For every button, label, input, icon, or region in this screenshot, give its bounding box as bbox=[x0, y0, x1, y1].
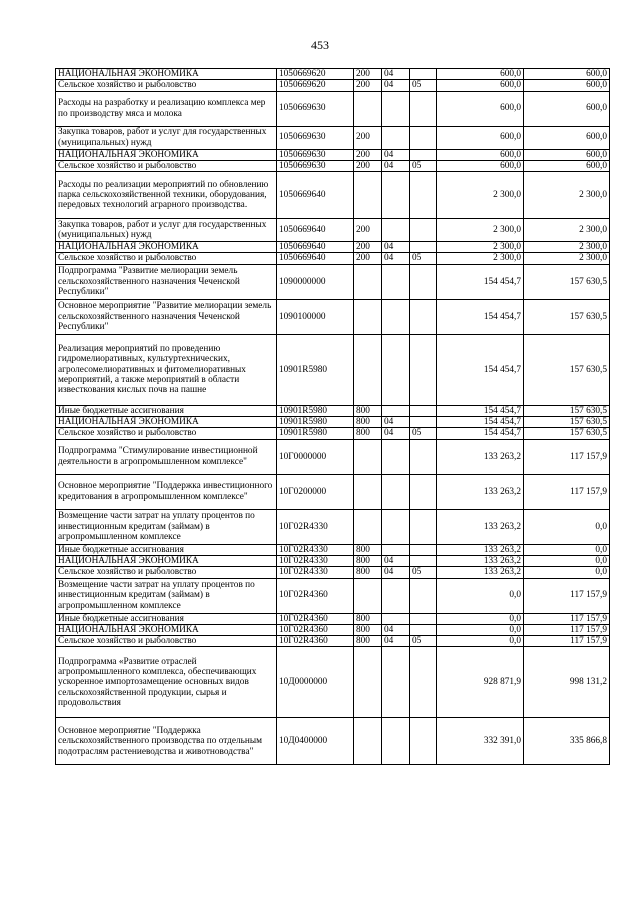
amount-year-2: 2 300,0 bbox=[524, 172, 610, 219]
row-name: Подпрограмма «Развитие отраслей агропромышленного комплекса, обеспечивающих ускоренное импортозамещение основных видов сельскохозяйственной продукции, сырья и продовольствия bbox=[56, 647, 277, 718]
amount-year-2: 2 300,0 bbox=[524, 242, 610, 253]
amount-year-1: 0,0 bbox=[437, 578, 524, 613]
amount-year-1: 2 300,0 bbox=[437, 172, 524, 219]
target-article-code: 1050669630 bbox=[277, 160, 354, 171]
amount-year-1: 2 300,0 bbox=[437, 242, 524, 253]
subsection-code bbox=[410, 242, 437, 253]
row-name: Иные бюджетные ассигнования bbox=[56, 405, 277, 416]
expense-type-code: 200 bbox=[354, 242, 382, 253]
subsection-code bbox=[410, 474, 437, 509]
row-name: Сельское хозяйство и рыболовство bbox=[56, 253, 277, 264]
subsection-code bbox=[410, 91, 437, 126]
expense-type-code bbox=[354, 718, 382, 765]
subsection-code bbox=[410, 299, 437, 334]
subsection-code bbox=[410, 334, 437, 405]
section-code bbox=[382, 264, 410, 299]
amount-year-1: 154 454,7 bbox=[437, 428, 524, 439]
row-name: Возмещение части затрат на уплату процентов по инвестиционным кредитам (займам) в агропромышленном комплексе bbox=[56, 578, 277, 613]
target-article-code: 10Г02R4330 bbox=[277, 567, 354, 578]
subsection-code bbox=[410, 578, 437, 613]
amount-year-2: 0,0 bbox=[524, 555, 610, 566]
target-article-code: 10Г02R4360 bbox=[277, 624, 354, 635]
amount-year-1: 154 454,7 bbox=[437, 299, 524, 334]
amount-year-2: 600,0 bbox=[524, 149, 610, 160]
section-code: 04 bbox=[382, 253, 410, 264]
amount-year-1: 332 391,0 bbox=[437, 718, 524, 765]
subsection-code bbox=[410, 219, 437, 242]
amount-year-2: 0,0 bbox=[524, 567, 610, 578]
target-article-code: 10Г02R4360 bbox=[277, 636, 354, 647]
section-code: 04 bbox=[382, 69, 410, 80]
section-code: 04 bbox=[382, 149, 410, 160]
section-code: 04 bbox=[382, 417, 410, 428]
amount-year-1: 928 871,9 bbox=[437, 647, 524, 718]
subsection-code bbox=[410, 544, 437, 555]
table-row bbox=[56, 253, 610, 264]
amount-year-2: 117 157,9 bbox=[524, 636, 610, 647]
amount-year-2: 157 630,5 bbox=[524, 334, 610, 405]
amount-year-1: 2 300,0 bbox=[437, 253, 524, 264]
table-row bbox=[56, 567, 610, 578]
section-code bbox=[382, 544, 410, 555]
subsection-code bbox=[410, 264, 437, 299]
target-article-code: 10Г02R4360 bbox=[277, 578, 354, 613]
table-row bbox=[56, 613, 610, 624]
section-code bbox=[382, 613, 410, 624]
subsection-code bbox=[410, 555, 437, 566]
section-code: 04 bbox=[382, 624, 410, 635]
subsection-code bbox=[410, 126, 437, 149]
table-row bbox=[56, 149, 610, 160]
expense-type-code bbox=[354, 264, 382, 299]
section-code bbox=[382, 91, 410, 126]
row-name: Подпрограмма "Развитие мелиорации земель сельскохозяйственного назначения Чеченской Республики" bbox=[56, 264, 277, 299]
subsection-code bbox=[410, 149, 437, 160]
table-row bbox=[56, 636, 610, 647]
table-row bbox=[56, 647, 610, 718]
table-row bbox=[56, 80, 610, 91]
amount-year-2: 157 630,5 bbox=[524, 264, 610, 299]
section-code: 04 bbox=[382, 428, 410, 439]
subsection-code bbox=[410, 172, 437, 219]
amount-year-1: 133 263,2 bbox=[437, 555, 524, 566]
row-name: НАЦИОНАЛЬНАЯ ЭКОНОМИКА bbox=[56, 555, 277, 566]
table-row bbox=[56, 544, 610, 555]
row-name: НАЦИОНАЛЬНАЯ ЭКОНОМИКА bbox=[56, 149, 277, 160]
amount-year-1: 133 263,2 bbox=[437, 544, 524, 555]
subsection-code bbox=[410, 405, 437, 416]
amount-year-1: 2 300,0 bbox=[437, 219, 524, 242]
row-name: Подпрограмма "Стимулирование инвестиционной деятельности в агропромышленном комплексе" bbox=[56, 439, 277, 474]
section-code bbox=[382, 578, 410, 613]
amount-year-2: 117 157,9 bbox=[524, 624, 610, 635]
amount-year-1: 154 454,7 bbox=[437, 334, 524, 405]
target-article-code: 1090100000 bbox=[277, 299, 354, 334]
target-article-code: 1050669620 bbox=[277, 80, 354, 91]
amount-year-2: 600,0 bbox=[524, 69, 610, 80]
expense-type-code bbox=[354, 299, 382, 334]
table-row bbox=[56, 718, 610, 765]
table-row bbox=[56, 578, 610, 613]
target-article-code: 1050669620 bbox=[277, 69, 354, 80]
expense-type-code: 800 bbox=[354, 544, 382, 555]
row-name: НАЦИОНАЛЬНАЯ ЭКОНОМИКА bbox=[56, 624, 277, 635]
table-row bbox=[56, 555, 610, 566]
expense-type-code: 800 bbox=[354, 636, 382, 647]
subsection-code: 05 bbox=[410, 160, 437, 171]
row-name: Основное мероприятие "Поддержка инвестиционного кредитования в агропромышленном комплексе" bbox=[56, 474, 277, 509]
amount-year-1: 600,0 bbox=[437, 126, 524, 149]
table-row bbox=[56, 160, 610, 171]
amount-year-2: 2 300,0 bbox=[524, 253, 610, 264]
amount-year-2: 0,0 bbox=[524, 544, 610, 555]
row-name: Основное мероприятие "Развитие мелиорации земель сельскохозяйственного назначения Чеченской Республики" bbox=[56, 299, 277, 334]
target-article-code: 1050669640 bbox=[277, 242, 354, 253]
target-article-code: 10901R5980 bbox=[277, 334, 354, 405]
target-article-code: 1050669640 bbox=[277, 172, 354, 219]
row-name: Расходы по реализации мероприятий по обновлению парка сельскохозяйственной техники, оборудования, передовых технологий аграрного производства. bbox=[56, 172, 277, 219]
section-code bbox=[382, 474, 410, 509]
row-name: НАЦИОНАЛЬНАЯ ЭКОНОМИКА bbox=[56, 69, 277, 80]
table-row bbox=[56, 405, 610, 416]
section-code bbox=[382, 405, 410, 416]
table-row bbox=[56, 474, 610, 509]
target-article-code: 10Д0400000 bbox=[277, 718, 354, 765]
amount-year-2: 117 157,9 bbox=[524, 474, 610, 509]
amount-year-2: 335 866,8 bbox=[524, 718, 610, 765]
row-name: Сельское хозяйство и рыболовство bbox=[56, 636, 277, 647]
amount-year-2: 157 630,5 bbox=[524, 405, 610, 416]
amount-year-2: 600,0 bbox=[524, 126, 610, 149]
section-code bbox=[382, 439, 410, 474]
amount-year-1: 0,0 bbox=[437, 624, 524, 635]
section-code bbox=[382, 509, 410, 544]
table-row bbox=[56, 172, 610, 219]
section-code bbox=[382, 126, 410, 149]
expense-type-code bbox=[354, 509, 382, 544]
subsection-code: 05 bbox=[410, 636, 437, 647]
subsection-code bbox=[410, 613, 437, 624]
target-article-code: 10901R5980 bbox=[277, 428, 354, 439]
subsection-code bbox=[410, 718, 437, 765]
amount-year-2: 157 630,5 bbox=[524, 417, 610, 428]
expense-type-code: 800 bbox=[354, 613, 382, 624]
target-article-code: 10901R5980 bbox=[277, 405, 354, 416]
amount-year-2: 600,0 bbox=[524, 80, 610, 91]
target-article-code: 1050669630 bbox=[277, 91, 354, 126]
row-name: Расходы на разработку и реализацию комплекса мер по производству мяса и молока bbox=[56, 91, 277, 126]
target-article-code: 10Д0000000 bbox=[277, 647, 354, 718]
expense-type-code: 200 bbox=[354, 149, 382, 160]
expense-type-code: 200 bbox=[354, 160, 382, 171]
table-body bbox=[56, 69, 610, 765]
target-article-code: 10901R5980 bbox=[277, 417, 354, 428]
amount-year-2: 600,0 bbox=[524, 91, 610, 126]
amount-year-1: 154 454,7 bbox=[437, 405, 524, 416]
amount-year-1: 0,0 bbox=[437, 636, 524, 647]
subsection-code: 05 bbox=[410, 253, 437, 264]
amount-year-2: 157 630,5 bbox=[524, 299, 610, 334]
expense-type-code: 200 bbox=[354, 69, 382, 80]
target-article-code: 1050669640 bbox=[277, 253, 354, 264]
budget-table bbox=[55, 68, 610, 765]
row-name: Закупка товаров, работ и услуг для государственных (муниципальных) нужд bbox=[56, 219, 277, 242]
expense-type-code: 800 bbox=[354, 428, 382, 439]
expense-type-code bbox=[354, 474, 382, 509]
amount-year-1: 0,0 bbox=[437, 613, 524, 624]
row-name: Основное мероприятие "Поддержка сельскохозяйственного производства по отдельным подотраслям растениеводства и животноводства" bbox=[56, 718, 277, 765]
expense-type-code: 800 bbox=[354, 405, 382, 416]
expense-type-code: 200 bbox=[354, 80, 382, 91]
subsection-code bbox=[410, 509, 437, 544]
table-row bbox=[56, 334, 610, 405]
amount-year-1: 600,0 bbox=[437, 80, 524, 91]
amount-year-1: 133 263,2 bbox=[437, 509, 524, 544]
row-name: Сельское хозяйство и рыболовство bbox=[56, 567, 277, 578]
amount-year-2: 117 157,9 bbox=[524, 439, 610, 474]
section-code bbox=[382, 299, 410, 334]
expense-type-code: 800 bbox=[354, 624, 382, 635]
amount-year-2: 2 300,0 bbox=[524, 219, 610, 242]
amount-year-1: 133 263,2 bbox=[437, 474, 524, 509]
table-row bbox=[56, 428, 610, 439]
page-number: 453 bbox=[311, 38, 329, 52]
amount-year-2: 117 157,9 bbox=[524, 578, 610, 613]
target-article-code: 10Г02R4330 bbox=[277, 509, 354, 544]
expense-type-code: 200 bbox=[354, 219, 382, 242]
section-code bbox=[382, 172, 410, 219]
target-article-code: 10Г02R4330 bbox=[277, 544, 354, 555]
amount-year-2: 600,0 bbox=[524, 160, 610, 171]
target-article-code: 10Г0000000 bbox=[277, 439, 354, 474]
row-name: Возмещение части затрат на уплату процентов по инвестиционным кредитам (займам) в агропромышленном комплексе bbox=[56, 509, 277, 544]
table-row bbox=[56, 624, 610, 635]
expense-type-code: 200 bbox=[354, 126, 382, 149]
target-article-code: 10Г02R4360 bbox=[277, 613, 354, 624]
table-row bbox=[56, 417, 610, 428]
target-article-code: 1090000000 bbox=[277, 264, 354, 299]
section-code bbox=[382, 219, 410, 242]
expense-type-code bbox=[354, 647, 382, 718]
table-row bbox=[56, 69, 610, 80]
target-article-code: 10Г02R4330 bbox=[277, 555, 354, 566]
amount-year-2: 117 157,9 bbox=[524, 613, 610, 624]
section-code: 04 bbox=[382, 160, 410, 171]
target-article-code: 1050669630 bbox=[277, 126, 354, 149]
target-article-code: 10Г0200000 bbox=[277, 474, 354, 509]
section-code: 04 bbox=[382, 567, 410, 578]
table-row bbox=[56, 126, 610, 149]
expense-type-code: 800 bbox=[354, 555, 382, 566]
row-name: Закупка товаров, работ и услуг для государственных (муниципальных) нужд bbox=[56, 126, 277, 149]
amount-year-2: 157 630,5 bbox=[524, 428, 610, 439]
amount-year-2: 998 131,2 bbox=[524, 647, 610, 718]
expense-type-code: 200 bbox=[354, 253, 382, 264]
subsection-code bbox=[410, 69, 437, 80]
expense-type-code bbox=[354, 578, 382, 613]
amount-year-1: 133 263,2 bbox=[437, 439, 524, 474]
table-row bbox=[56, 299, 610, 334]
table-row bbox=[56, 91, 610, 126]
row-name: Сельское хозяйство и рыболовство bbox=[56, 160, 277, 171]
section-code bbox=[382, 718, 410, 765]
section-code: 04 bbox=[382, 555, 410, 566]
amount-year-1: 133 263,2 bbox=[437, 567, 524, 578]
row-name: НАЦИОНАЛЬНАЯ ЭКОНОМИКА bbox=[56, 242, 277, 253]
table-row bbox=[56, 509, 610, 544]
subsection-code bbox=[410, 624, 437, 635]
row-name: Сельское хозяйство и рыболовство bbox=[56, 80, 277, 91]
amount-year-1: 600,0 bbox=[437, 149, 524, 160]
expense-type-code bbox=[354, 439, 382, 474]
amount-year-1: 600,0 bbox=[437, 160, 524, 171]
subsection-code bbox=[410, 647, 437, 718]
amount-year-1: 600,0 bbox=[437, 69, 524, 80]
section-code bbox=[382, 334, 410, 405]
expense-type-code bbox=[354, 334, 382, 405]
amount-year-1: 154 454,7 bbox=[437, 417, 524, 428]
amount-year-1: 154 454,7 bbox=[437, 264, 524, 299]
table-row bbox=[56, 242, 610, 253]
subsection-code bbox=[410, 439, 437, 474]
expense-type-code: 800 bbox=[354, 567, 382, 578]
section-code bbox=[382, 647, 410, 718]
row-name: Сельское хозяйство и рыболовство bbox=[56, 428, 277, 439]
table-row bbox=[56, 219, 610, 242]
expense-type-code bbox=[354, 172, 382, 219]
row-name: Реализация мероприятий по проведению гидромелиоративных, культуртехнических, агролесомелиоративных и фитомелиоративных мероприятий, а также мероприятий в области известкования кислых почв на пашне bbox=[56, 334, 277, 405]
row-name: Иные бюджетные ассигнования bbox=[56, 613, 277, 624]
table-row bbox=[56, 264, 610, 299]
subsection-code: 05 bbox=[410, 567, 437, 578]
section-code: 04 bbox=[382, 636, 410, 647]
subsection-code: 05 bbox=[410, 428, 437, 439]
amount-year-1: 600,0 bbox=[437, 91, 524, 126]
expense-type-code bbox=[354, 91, 382, 126]
amount-year-2: 0,0 bbox=[524, 509, 610, 544]
section-code: 04 bbox=[382, 80, 410, 91]
row-name: НАЦИОНАЛЬНАЯ ЭКОНОМИКА bbox=[56, 417, 277, 428]
subsection-code bbox=[410, 417, 437, 428]
row-name: Иные бюджетные ассигнования bbox=[56, 544, 277, 555]
expense-type-code: 800 bbox=[354, 417, 382, 428]
target-article-code: 1050669640 bbox=[277, 219, 354, 242]
subsection-code: 05 bbox=[410, 80, 437, 91]
target-article-code: 1050669630 bbox=[277, 149, 354, 160]
table-row bbox=[56, 439, 610, 474]
section-code: 04 bbox=[382, 242, 410, 253]
